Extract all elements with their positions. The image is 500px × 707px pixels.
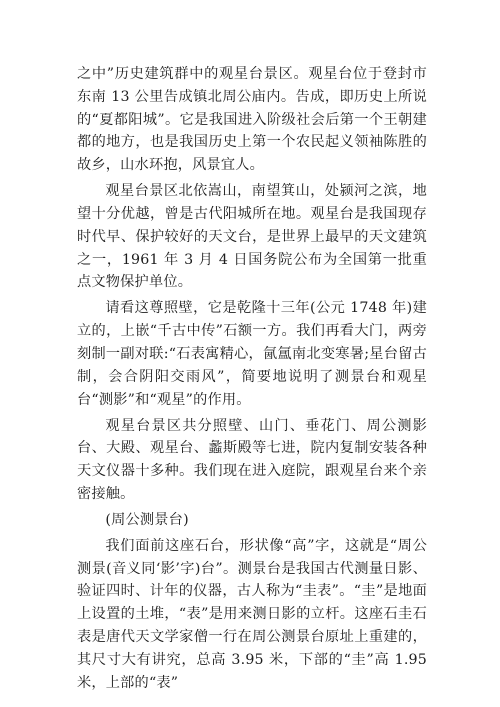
paragraph: 请看这尊照壁，它是乾隆十三年(公元 1748 年)建立的，上嵌“千古中传”石额一方。我们再看大门，两旁刻制一副对联:“石表寓精心，氤氲南北变寒暑;星台留古制，会合阴阳交雨风”，简要地说明了测景台和观星台“测影”和“观星”的作用。	[77, 300, 427, 408]
paragraph: 之中”历史建筑群中的观星台景区。观星台位于登封市东南 13 公里告成镇北周公庙内。告成，即历史上所说的“夏都阳城”。它是我国进入阶级社会后第一个王朝建都的地方，也是我国历史上第一个农民起义领袖陈胜的故乡，山水环抱，风景宜人。	[77, 66, 427, 174]
paragraph: 观星台景区北依嵩山，南望箕山，处颍河之滨，地望十分优越，曾是古代阳城所在地。观星台是我国现存时代早、保护较好的天文台，是世界上最早的天文建筑之一，1961 年 3 月 4 日国务院公布为全国第一批重点文物保护单位。	[77, 183, 427, 291]
paragraph: 观星台景区共分照壁、山门、垂花门、周公测影台、大殿、观星台、蠡斯殿等七进，院内复制安装各种天文仪器十多种。我们现在进入庭院，跟观星台来个亲密接触。	[77, 417, 427, 502]
paragraph: 我们面前这座石台，形状像“高”字，这就是“周公测景(音义同‘影’字)台”。测景台是我国古代测量日影、验证四时、计年的仪器，古人称为“圭表”。“圭”是地面上设置的土堆，“表”是用来测日影的立杆。这座石圭石表是唐代天文学家僧一行在周公测景台原址上重建的，其尺寸大有讲究，总高 3.95 米，下部的“圭”高 1.95 米，上部的“表”	[77, 537, 427, 691]
section-heading: (周公测景台)	[105, 511, 189, 528]
document-body	[77, 63, 427, 698]
